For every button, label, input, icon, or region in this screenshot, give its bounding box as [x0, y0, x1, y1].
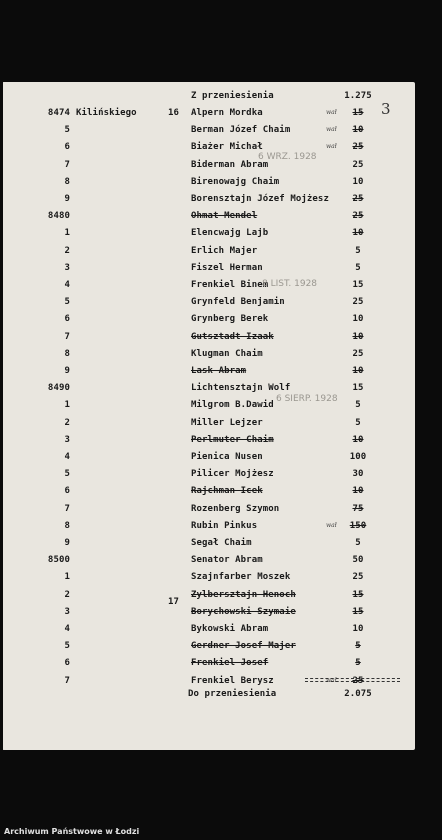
entry-number: 5: [64, 469, 70, 479]
entry-number: 2: [64, 590, 70, 600]
entry-number: 6: [64, 314, 70, 324]
divider-line: [305, 681, 400, 682]
entry-number: 6: [64, 486, 70, 496]
total-amount: 2.075: [344, 689, 372, 699]
entry-number: 1: [64, 572, 70, 582]
entry-amount: 5: [355, 418, 361, 428]
entry-amount: 25: [352, 160, 364, 170]
entry-number: 9: [64, 538, 70, 548]
divider-line: [305, 678, 400, 679]
header-amount: 1.275: [344, 91, 372, 101]
entry-amount: 5: [355, 641, 361, 651]
entry-name: Rozenberg Szymon: [191, 504, 280, 514]
entry-name: Frenkiel Binem: [191, 280, 269, 290]
entry-number: 7: [64, 332, 70, 342]
entry-amount: 10: [352, 125, 364, 135]
entry-name: Fiszel Herman: [191, 263, 263, 273]
archive-footer: Archiwum Państwowe w Łodzi: [4, 827, 140, 836]
entry-amount: 30: [352, 469, 364, 479]
entry-amount: 25: [352, 211, 364, 221]
entry-name: Lask Abram: [191, 366, 247, 376]
entry-amount: 15: [352, 280, 364, 290]
entry-amount: 10: [352, 228, 364, 238]
entry-name: Lichtensztajn Wolf: [191, 383, 291, 393]
entry-handwritten-note: wał: [326, 109, 337, 116]
entry-amount: 10: [352, 366, 364, 376]
entry-name: Milgrom B.Dawid: [191, 400, 274, 410]
entry-handwritten-note: wał: [326, 677, 337, 684]
entry-name: Zylbersztajn Henoch: [191, 590, 296, 600]
entry-number: 9: [64, 194, 70, 204]
entry-number: 1: [64, 228, 70, 238]
entry-amount: 10: [352, 314, 364, 324]
entry-handwritten-note: wał: [326, 126, 337, 133]
entry-name: Gutsztadt Izaak: [191, 332, 274, 342]
entry-amount: 25: [352, 676, 364, 686]
entry-name: Borychowski Szymaie: [191, 607, 296, 617]
entry-handwritten-note: wał: [326, 522, 337, 529]
entry-name: Borensztajn Józef Mojżesz: [191, 194, 329, 204]
entry-amount: 75: [352, 504, 364, 514]
entry-amount: 150: [349, 521, 367, 531]
entry-number: 5: [64, 125, 70, 135]
entry-amount: 10: [352, 177, 364, 187]
entry-name: Grynberg Berek: [191, 314, 269, 324]
entry-name: Pienica Nusen: [191, 452, 263, 462]
entry-number: 7: [64, 676, 70, 686]
margin-mark: 3: [381, 100, 391, 118]
entry-name: Rubin Pinkus: [191, 521, 258, 531]
entry-name: Rajchman Icek: [191, 486, 263, 496]
entry-amount: 25: [352, 142, 364, 152]
entry-amount: 10: [352, 486, 364, 496]
entry-amount: 15: [352, 607, 364, 617]
date-stamp: 6 WRZ. 1928: [258, 152, 317, 162]
entry-number: 8480: [47, 211, 70, 221]
entry-number: 5: [64, 641, 70, 651]
entry-name: Miller Lejzer: [191, 418, 263, 428]
date-stamp: 6 SIERP. 1928: [276, 394, 338, 404]
entry-number: 4: [64, 280, 70, 290]
entry-amount: 5: [355, 400, 361, 410]
entry-amount: 10: [352, 332, 364, 342]
entry-name: Bykowski Abram: [191, 624, 269, 634]
entry-amount: 5: [355, 263, 361, 273]
total-label: Do przeniesienia: [188, 689, 277, 699]
entry-number: 8: [64, 349, 70, 359]
entry-name: Gerdner Josef Majer: [191, 641, 296, 651]
entry-number: 2: [64, 418, 70, 428]
entry-name: Grynfeld Benjamin: [191, 297, 285, 307]
entry-number: 8: [64, 521, 70, 531]
entry-name: Biderman Abram: [191, 160, 269, 170]
entry-amount: 10: [352, 624, 364, 634]
entry-number: 7: [64, 504, 70, 514]
entry-name: Pilicer Mojżesz: [191, 469, 274, 479]
entry-handwritten-note: wał: [326, 143, 337, 150]
entry-amount: 100: [349, 452, 367, 462]
entry-number: 2: [64, 246, 70, 256]
entry-number: 7: [64, 160, 70, 170]
entry-amount: 15: [352, 590, 364, 600]
entry-number: 6: [64, 142, 70, 152]
entry-amount: 10: [352, 435, 364, 445]
entry-name: Klugman Chaim: [191, 349, 263, 359]
entry-name: Biażer Michał: [191, 142, 263, 152]
entry-number: 8474: [47, 108, 70, 118]
entry-amount: 25: [352, 297, 364, 307]
entry-amount: 5: [355, 246, 361, 256]
entry-name: Alpern Mordka: [191, 108, 263, 118]
entry-amount: 50: [352, 555, 364, 565]
entry-amount: 5: [355, 538, 361, 548]
entry-number: 9: [64, 366, 70, 376]
house-number-17: 17: [168, 597, 180, 607]
entry-name: Segał Chaim: [191, 538, 252, 548]
entry-name: Erlich Majer: [191, 246, 258, 256]
entry-name: Frenkiel Josef: [191, 658, 269, 668]
entry-number: 3: [64, 435, 70, 445]
entry-number: 1: [64, 400, 70, 410]
entry-name: Perlmuter Chaim: [191, 435, 274, 445]
street-name: Kilińskiego: [76, 108, 137, 118]
entry-amount: 15: [352, 383, 364, 393]
entry-name: Senator Abram: [191, 555, 263, 565]
entry-number: 8: [64, 177, 70, 187]
entry-name: Birenowajg Chaim: [191, 177, 280, 187]
header-label: Z przeniesienia: [191, 91, 274, 101]
entry-name: Frenkiel Berysz: [191, 676, 274, 686]
entry-number: 4: [64, 452, 70, 462]
date-stamp: 8 LIST. 1928: [262, 279, 318, 289]
entry-amount: 25: [352, 349, 364, 359]
entry-name: Szajnfarber Moszek: [191, 572, 291, 582]
entry-name: Elencwajg Lajb: [191, 228, 269, 238]
entry-name: Berman Józef Chaim: [191, 125, 291, 135]
entry-amount: 5: [355, 658, 361, 668]
house-number-16: 16: [168, 108, 180, 118]
entry-number: 8500: [47, 555, 70, 565]
entry-amount: 15: [352, 108, 364, 118]
entry-number: 3: [64, 263, 70, 273]
entry-number: 8490: [47, 383, 70, 393]
entry-amount: 25: [352, 572, 364, 582]
entry-number: 4: [64, 624, 70, 634]
entry-number: 3: [64, 607, 70, 617]
entry-number: 6: [64, 658, 70, 668]
entry-number: 5: [64, 297, 70, 307]
entry-amount: 25: [352, 194, 364, 204]
entry-name: Ohmat Mendel: [191, 211, 258, 221]
